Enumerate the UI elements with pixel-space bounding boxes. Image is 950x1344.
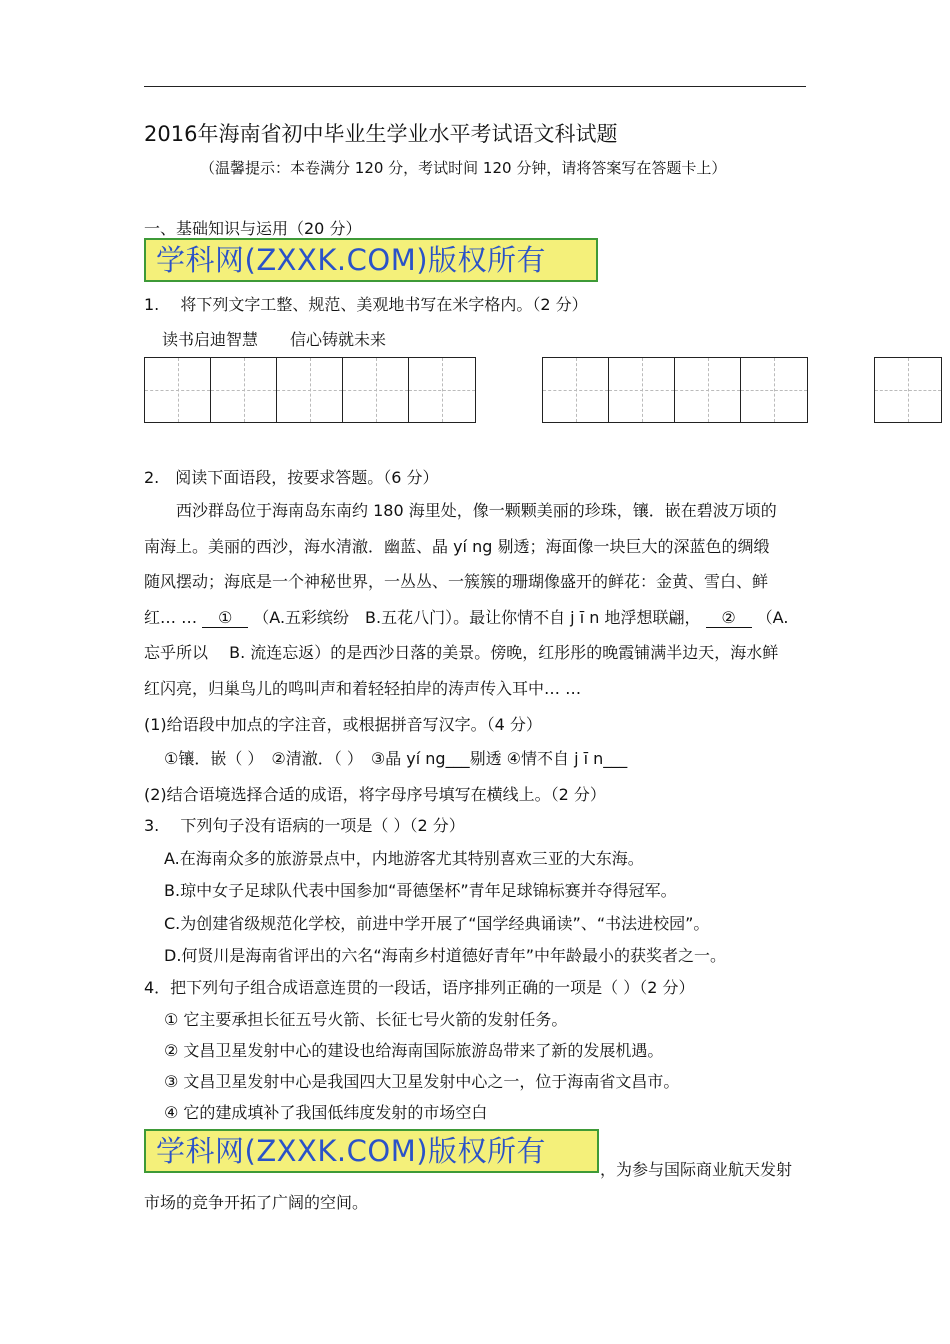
- q2-line-4a: 红… …: [144, 608, 198, 627]
- q3-stem: 3. 下列句子没有语病的一项是（ ）（2 分）: [144, 816, 465, 835]
- grid-cell[interactable]: [211, 358, 277, 422]
- writing-grid-2[interactable]: [542, 357, 808, 423]
- writing-grid-3[interactable]: [874, 357, 942, 423]
- answer-blank-1[interactable]: ①: [202, 608, 248, 628]
- q2-line-4: [144, 605, 788, 628]
- q2-line-1: 西沙群岛位于海南岛东南约 180 海里处，像一颗颗美丽的珍珠，镶．嵌在碧波万顷的: [176, 501, 777, 520]
- header-rule: [144, 86, 806, 87]
- q2-sub1: (1)给语段中加点的字注音，或根据拼音写汉字。（4 分）: [144, 715, 542, 734]
- q4-item-2: ② 文昌卫星发射中心的建设也给海南国际旅游岛带来了新的发展机遇。: [164, 1041, 664, 1060]
- q2-line-2: 南海上。美丽的西沙，海水清澈．幽蓝、晶 yí ng 剔透；海面像一块巨大的深蓝色的绸缎: [144, 537, 770, 556]
- q4-stem: 4．把下列句子组合成语意连贯的一段话，语序排列正确的一项是（ ）（2 分）: [144, 978, 695, 997]
- grid-cell[interactable]: [675, 358, 741, 422]
- exam-hint: （温馨提示：本卷满分 120 分，考试时间 120 分钟，请将答案写在答题卡上）: [200, 159, 727, 177]
- q2-line-3: 随风摆动；海底是一个神秘世界，一丛丛、一簇簇的珊瑚像盛开的鲜花：金黄、雪白、鲜: [144, 572, 769, 591]
- q2-line-4b: （A.五彩缤纷 B.五花八门）。最让你情不自 j ī n 地浮想联翩，: [253, 608, 701, 627]
- q4-item-3: ③ 文昌卫星发射中心是我国四大卫星发射中心之一，位于海南省文昌市。: [164, 1072, 680, 1091]
- q4-tail-1: ，为参与国际商业航天发射: [600, 1160, 793, 1179]
- watermark-logo: 学科网(ZXXK.COM)版权所有: [144, 238, 598, 282]
- grid-cell[interactable]: [409, 358, 475, 422]
- q2-line-5: 忘乎所以 B. 流连忘返）的是西沙日落的美景。傍晚，红彤彤的晚霞铺满半边天，海水鲜: [144, 643, 779, 662]
- grid-cell[interactable]: [609, 358, 675, 422]
- q4-tail-2: 市场的竞争开拓了广阔的空间。: [144, 1193, 369, 1212]
- grid-cell[interactable]: [277, 358, 343, 422]
- watermark-logo-2: 学科网(ZXXK.COM)版权所有: [144, 1129, 599, 1173]
- q2-sub2: (2)结合语境选择合适的成语，将字母序号填写在横线上。（2 分）: [144, 785, 606, 804]
- page-title: 2016年海南省初中毕业生学业水平考试语文科试题: [144, 122, 618, 146]
- q2-stem: 2. 阅读下面语段，按要求答题。（6 分）: [144, 468, 439, 487]
- q3-option-d: D.何贤川是海南省评出的六名“海南乡村道德好青年”中年龄最小的获奖者之一。: [164, 946, 726, 965]
- answer-blank-2[interactable]: ②: [706, 608, 752, 628]
- grid-cell[interactable]: [145, 358, 211, 422]
- section-heading: 一、基础知识与运用（20 分）: [144, 219, 362, 238]
- grid-cell[interactable]: [875, 358, 941, 422]
- grid-cell[interactable]: [343, 358, 409, 422]
- q1-stem: 1. 将下列文字工整、规范、美观地书写在米字格内。（2 分）: [144, 295, 588, 314]
- writing-grid-1[interactable]: [144, 357, 476, 423]
- q3-option-a: A.在海南众多的旅游景点中，内地游客尤其特别喜欢三亚的大东海。: [164, 849, 644, 868]
- q1-words: 读书启迪智慧 信心铸就未来: [162, 330, 387, 349]
- q2-line-4c: （A.: [756, 608, 789, 627]
- q3-option-c: C.为创建省级规范化学校，前进中学开展了“国学经典诵读”、“书法进校园”。: [164, 914, 710, 933]
- q2-sub1-items: ①镶．嵌（ ） ②清澈．（ ） ③晶 yí ng___剔透 ④情不自 j ī n___: [164, 749, 628, 768]
- q4-item-4: ④ 它的建成填补了我国低纬度发射的市场空白: [164, 1103, 488, 1122]
- grid-cell[interactable]: [543, 358, 609, 422]
- q3-option-b: B.琼中女子足球队代表中国参加“哥德堡杯”青年足球锦标赛并夺得冠军。: [164, 881, 677, 900]
- q4-item-1: ① 它主要承担长征五号火箭、长征七号火箭的发射任务。: [164, 1010, 568, 1029]
- grid-cell[interactable]: [741, 358, 807, 422]
- q2-line-6: 红闪亮，归巢鸟儿的鸣叫声和着轻轻拍岸的涛声传入耳中… …: [144, 679, 582, 698]
